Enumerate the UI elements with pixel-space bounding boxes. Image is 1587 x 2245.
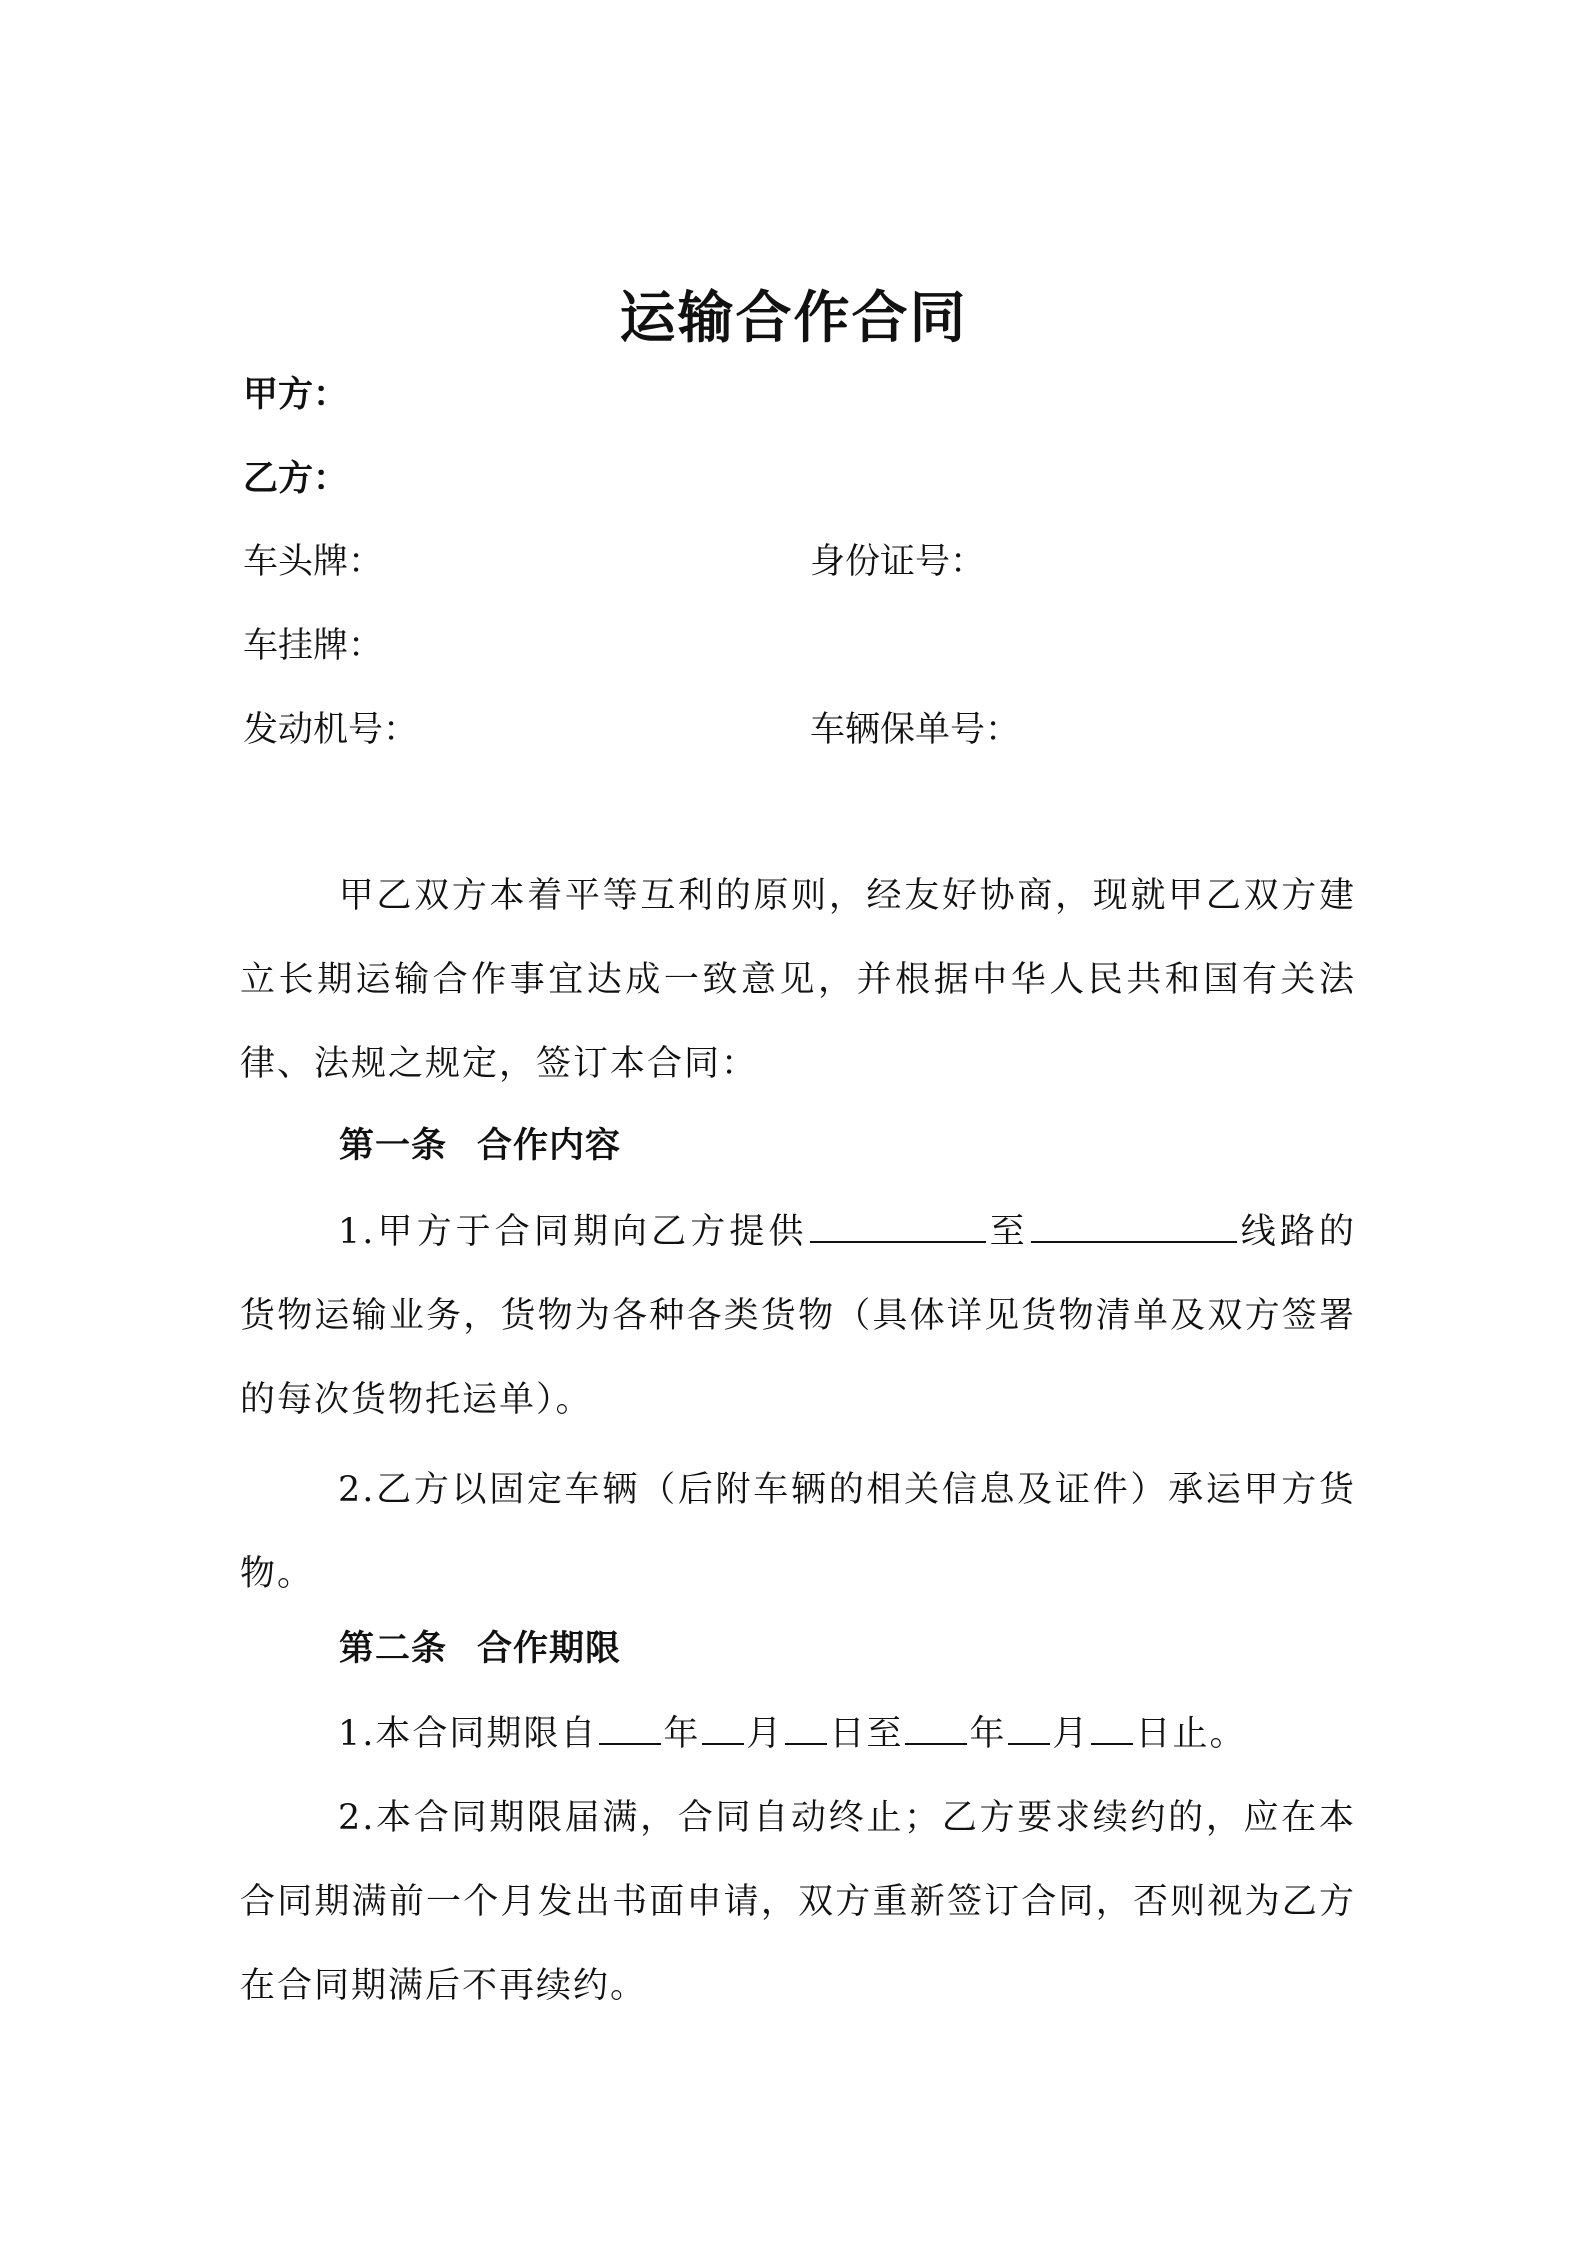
article-2-number: 第二条: [339, 1629, 448, 1669]
article-2-item-1: [240, 1692, 1356, 1776]
party-b-label: 乙方：: [243, 459, 349, 499]
engine-number-label: 发动机号：: [243, 710, 419, 750]
article-1-number: 第一条: [339, 1126, 448, 1166]
end-month-label: 月: [1052, 1714, 1090, 1754]
article-1-heading: [339, 1122, 621, 1170]
truck-head-plate-label: 车头牌：: [243, 542, 384, 582]
start-day-label: 日至: [829, 1714, 904, 1754]
vehicle-policy-number-label: 车辆保单号：: [810, 710, 1021, 750]
article-2-item-2-text: 2.本合同期限届满，合同自动终止；乙方要求续约的，应在本合同期满前一个月发出书面申请，双方重新签订合同，否则视为乙方在合同期满后不再续约。: [240, 1798, 1356, 2006]
route-destination-blank: [1031, 1207, 1237, 1243]
term-prefix: 1.本合同期限自: [338, 1714, 598, 1754]
end-month-blank: [1008, 1709, 1050, 1745]
article-1-item-2-text: 2.乙方以固定车辆（后附车辆的相关信息及证件）承运甲方货物。: [240, 1470, 1356, 1594]
route-origin-blank: [810, 1207, 986, 1243]
article-2-heading: [339, 1625, 621, 1673]
article-1-item-1-part2: 至: [987, 1212, 1029, 1252]
article-2-item-2: [240, 1776, 1356, 2028]
article-2-title: 合作期限: [477, 1629, 622, 1669]
start-month-label: 月: [746, 1714, 784, 1754]
intro-paragraph: [240, 854, 1356, 1106]
trailer-plate-label: 车挂牌：: [243, 626, 384, 666]
article-1-item-2: [240, 1448, 1356, 1616]
document-title: 运输合作合同: [619, 286, 968, 351]
end-day-label: 日止。: [1135, 1714, 1247, 1754]
article-1-title: 合作内容: [477, 1126, 622, 1166]
article-1-item-1-part1: 1.甲方于合同期向乙方提供: [338, 1212, 808, 1252]
end-year-blank: [905, 1709, 967, 1745]
start-day-blank: [785, 1709, 827, 1745]
intro-text: 甲乙双方本着平等互利的原则，经友好协商，现就甲乙双方建立长期运输合作事宜达成一致意见，并根据中华人民共和国有关法律、法规之规定，签订本合同：: [240, 876, 1356, 1084]
start-year-blank: [599, 1709, 661, 1745]
start-year-label: 年: [663, 1714, 701, 1754]
end-year-label: 年: [969, 1714, 1007, 1754]
start-month-blank: [702, 1709, 744, 1745]
party-a-label: 甲方：: [243, 375, 349, 415]
article-1-item-1: [240, 1190, 1356, 1442]
id-number-label: 身份证号：: [810, 542, 986, 582]
end-day-blank: [1091, 1709, 1133, 1745]
article-1-item-1-part3: 线路的货物运输业务，货物为各种各类货物（具体详见货物清单及双方签署的每次货物托运单）。: [240, 1212, 1356, 1420]
